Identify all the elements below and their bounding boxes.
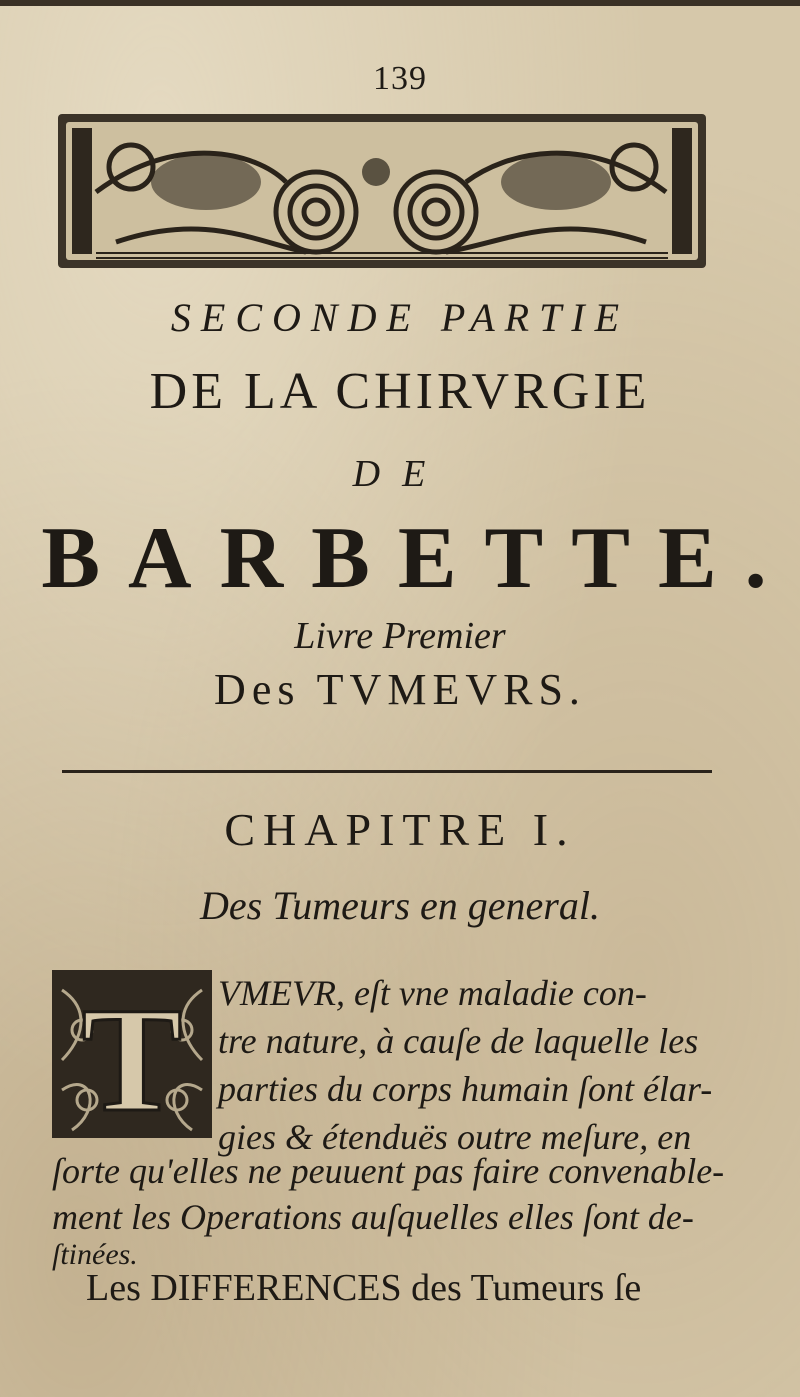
book-subject-title: DE LA CHIRVRGIE	[149, 363, 651, 420]
author-title: BARBETTE.	[41, 510, 795, 607]
chapter-heading: CHAPITRE I.	[224, 804, 576, 855]
body-line-5: ſorte qu'elles ne peuuent pas faire convenable-	[52, 1151, 725, 1191]
page-top-edge	[0, 0, 800, 6]
body-line-1: VMEVR, eſt vne maladie con-	[218, 973, 647, 1013]
body-line-2: tre nature, à cauſe de laquelle les	[218, 1021, 699, 1061]
body-line-7: ſtinées.	[52, 1238, 138, 1271]
book-label: Livre Premier	[294, 615, 506, 657]
horizontal-rule	[62, 770, 712, 773]
title-connector: DE	[352, 453, 448, 495]
dropcap-ornament	[52, 970, 212, 1138]
headpiece-ornament	[56, 112, 708, 270]
part-title: SECONDE PARTIE	[170, 295, 630, 340]
chapter-subtitle: Des Tumeurs en general.	[200, 883, 600, 928]
body-line-3: parties du corps humain ſont élar-	[218, 1069, 713, 1109]
body-line-4: gies & étenduës outre meſure, en	[218, 1117, 692, 1157]
book-topic: Des TVMEVRS.	[214, 665, 586, 714]
page-number: 139	[373, 60, 427, 97]
next-paragraph-line: Les DIFFERENCES des Tumeurs ſe	[86, 1267, 642, 1309]
body-line-6: ment les Operations auſquelles elles ſont de-	[52, 1197, 694, 1237]
dropcap-letter: T	[81, 977, 183, 1138]
